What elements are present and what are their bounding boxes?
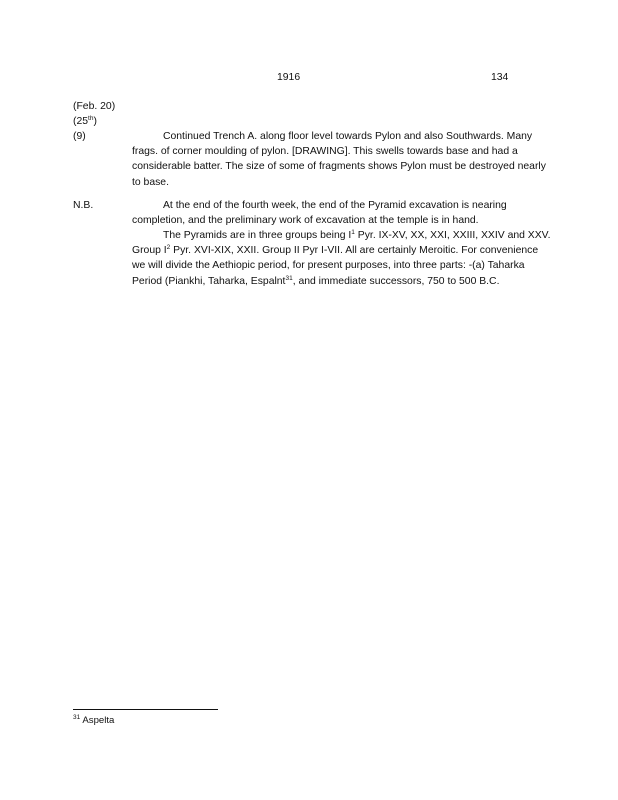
footnote-text: Aspelta xyxy=(80,715,115,726)
footnote-number: 31 xyxy=(73,714,81,721)
page-number: 134 xyxy=(491,72,509,83)
footnote xyxy=(73,713,114,728)
day-label xyxy=(73,114,97,129)
day-close: ) xyxy=(93,116,97,127)
date-label: (Feb. 20) xyxy=(73,101,116,112)
pyramids-text-4: , and immediate successors, 750 to 500 B.C. xyxy=(292,275,500,287)
superscript-1: 1 xyxy=(351,229,355,236)
nb-label: N.B. xyxy=(73,200,94,211)
day-suffix: th xyxy=(88,115,94,122)
entry-label: (9) xyxy=(73,131,86,142)
pyramids-text-2: Pyr. IX-XV, XX, XXI, XXIII, XXIV and XXV. Group I xyxy=(132,230,551,257)
header-year: 1916 xyxy=(277,72,301,83)
pyramids-text-3: Pyr. XVI-XIX, XXII. Group II Pyr I-VII. All are certainly Meroitic. For convenience we will divide the Aethiopic period, for present purposes, into three parts: -(a) Taharka Period (Piankhi, Taharka, Espalnt xyxy=(132,245,539,287)
footnote-divider xyxy=(73,709,218,710)
superscript-2: 2 xyxy=(166,244,171,252)
day-number: (25 xyxy=(73,116,89,127)
footnote-reference: 31 xyxy=(285,274,293,282)
trench-paragraph: Continued Trench A. along floor level towards Pylon and also Southwards. Many frags. of corner moulding of pylon. [DRAWING]. This swells towards base and had a considerable batter. The size of some of fragments shows Pylon must be destroyed nearly to base. xyxy=(132,131,546,188)
pyramids-text-1: The Pyramids are in three groups being I xyxy=(163,230,352,241)
week-paragraph: At the end of the fourth week, the end of the Pyramid excavation is nearing completion, and the preliminary work of excavation at the temple is in hand. xyxy=(132,200,507,227)
pyramids-paragraph xyxy=(132,228,552,289)
